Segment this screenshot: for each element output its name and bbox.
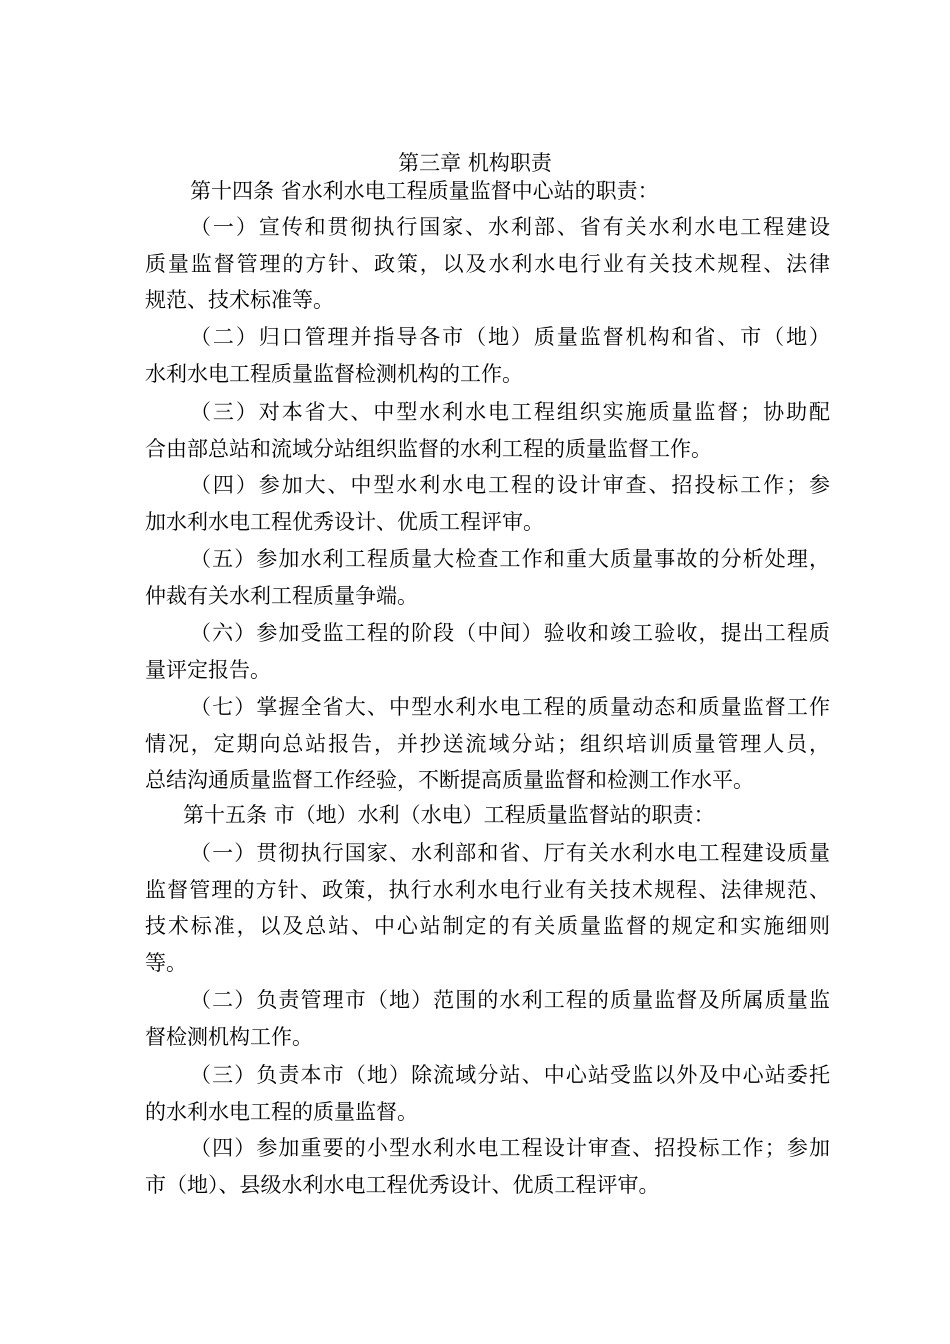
text-line: 等。 bbox=[145, 950, 187, 975]
text-line: 仲裁有关水利工程质量争端。 bbox=[145, 583, 418, 608]
text-line: 总结沟通质量监督工作经验，不断提高质量监督和检测工作水平。 bbox=[145, 768, 754, 792]
text-line: （四）参加大、中型水利水电工程的设计审查、招投标工作；参 bbox=[190, 473, 832, 497]
text-line: 监督管理的方针、政策，执行水利水电行业有关技术规程、法律规范、 bbox=[145, 877, 832, 902]
text-line: 第十五条 市（地）水利（水电）工程质量监督站的职责： bbox=[183, 803, 715, 827]
text-line: 情况，定期向总站报告，并抄送流域分站；组织培训质量管理人员， bbox=[145, 731, 832, 756]
text-line: 第十四条 省水利水电工程质量监督中心站的职责： bbox=[190, 179, 659, 203]
text-line: 的水利水电工程的质量监督。 bbox=[145, 1099, 418, 1124]
text-line: （三）对本省大、中型水利水电工程组织实施质量监督；协助配 bbox=[190, 400, 832, 424]
text-line: （五）参加水利工程质量大检查工作和重大质量事故的分析处理， bbox=[190, 547, 832, 571]
text-line: （一）贯彻执行国家、水利部和省、厅有关水利水电工程建设质量 bbox=[190, 841, 832, 865]
text-line: 加水利水电工程优秀设计、优质工程评审。 bbox=[145, 509, 544, 534]
text-line: （二）负责管理市（地）范围的水利工程的质量监督及所属质量监 bbox=[190, 988, 832, 1012]
text-line: 水利水电工程质量监督检测机构的工作。 bbox=[145, 361, 523, 386]
text-line: 合由部总站和流域分站组织监督的水利工程的质量监督工作。 bbox=[145, 436, 712, 461]
text-line: （四）参加重要的小型水利水电工程设计审查、招投标工作；参加 bbox=[190, 1136, 832, 1160]
text-line: （二）归口管理并指导各市（地）质量监督机构和省、市（地） bbox=[190, 325, 832, 349]
chapter-title: 第三章 机构职责 bbox=[398, 151, 552, 175]
text-line: 督检测机构工作。 bbox=[145, 1024, 313, 1049]
text-line: 量评定报告。 bbox=[145, 657, 271, 682]
text-line: （一）宣传和贯彻执行国家、水利部、省有关水利水电工程建设 bbox=[190, 215, 832, 239]
text-line: 质量监督管理的方针、政策，以及水利水电行业有关技术规程、法律 bbox=[145, 251, 832, 276]
text-line: 技术标准，以及总站、中心站制定的有关质量监督的规定和实施细则 bbox=[145, 914, 832, 938]
text-line: 市（地）、县级水利水电工程优秀设计、优质工程评审。 bbox=[145, 1172, 660, 1197]
text-line: （三）负责本市（地）除流域分站、中心站受监以外及中心站委托 bbox=[190, 1063, 832, 1087]
text-line: （六）参加受监工程的阶段（中间）验收和竣工验收，提出工程质 bbox=[190, 621, 832, 645]
text-line: 规范、技术标准等。 bbox=[145, 288, 334, 312]
text-line: （七）掌握全省大、中型水利水电工程的质量动态和质量监督工作 bbox=[190, 695, 832, 719]
